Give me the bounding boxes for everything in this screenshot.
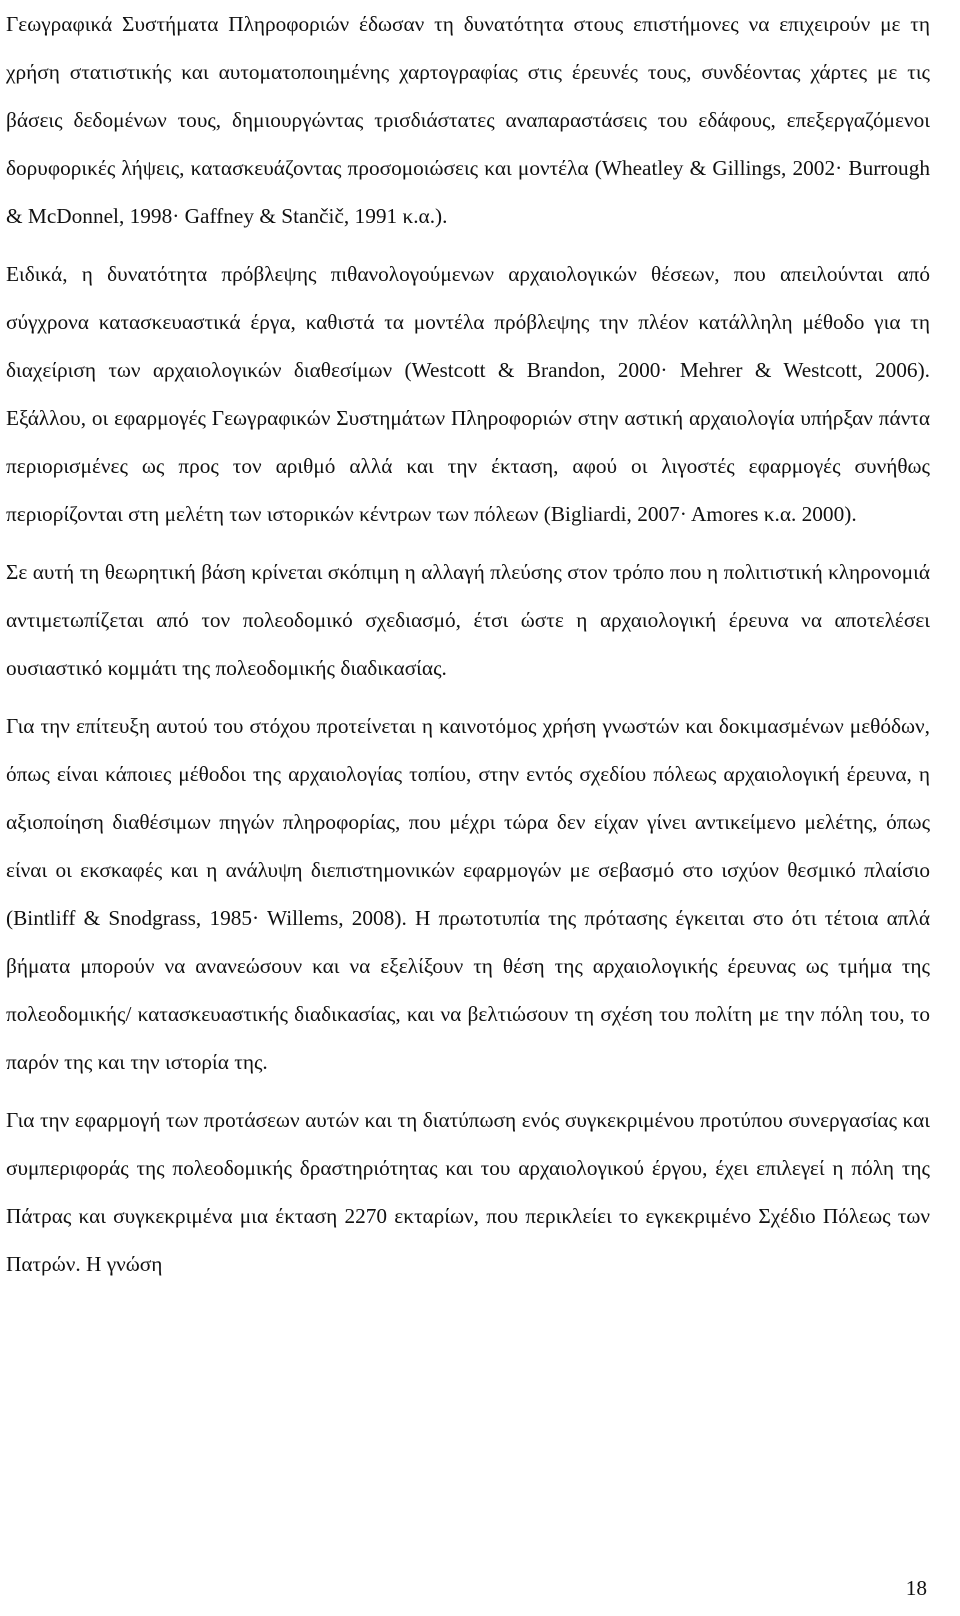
- document-body: [6, 0, 930, 1298]
- paragraph-theoretical-basis: Σε αυτή τη θεωρητική βάση κρίνεται σκόπιμη η αλλαγή πλεύσης στον τρόπο που η πολιτιστική κληρονομιά αντιμετωπίζεται από τον πολεοδομικό σχεδιασμό, έτσι ώστε η αρχαιολογική έρευνα να αποτελέσει ουσιαστικό κομμάτι της πολεοδομικής διαδικασίας.: [6, 560, 930, 680]
- paragraph-proposal: Για την επίτευξη αυτού του στόχου προτείνεται η καινοτόμος χρήση γνωστών και δοκιμασμένων μεθόδων, όπως είναι κάποιες μέθοδοι της αρχαιολογίας τοπίου, στην εντός σχεδίου πόλεως αρχαιολογική έρευνα, η αξιοποίηση διαθέσιμων πηγών πληροφορίας, που μέχρι τώρα δεν είχαν γίνει αντικείμενο μελέτης, όπως είναι οι εκσκαφές και η ανάλυψη διεπιστημονικών εφαρμογών με σεβασμό στο ισχύον θεσμικό πλαίσιο (Bintliff & Snodgrass, 1985· Willems, 2008). Η πρωτοτυπία της πρότασης έγκειται στο ότι τέτοια απλά βήματα μπορούν να ανανεώσουν και να εξελίξουν τη θέση της αρχαιολογικής έρευνας ως τμήμα της πολεοδομικής/ κατασκευαστικής διαδικασίας, και να βελτιώσουν τη σχέση του πολίτη με την πόλη του, το παρόν της και την ιστορία της.: [6, 714, 930, 1074]
- paragraph-predictive-models: Ειδικά, η δυνατότητα πρόβλεψης πιθανολογούμενων αρχαιολογικών θέσεων, που απειλούνται από σύγχρονα κατασκευαστικά έργα, καθιστά τα μοντέλα πρόβλεψης την πλέον κατάλληλη μέθοδο για τη διαχείριση των αρχαιολογικών διαθεσίμων (Westcott & Brandon, 2000· Mehrer & Westcott, 2006). Εξάλλου, οι εφαρμογές Γεωγραφικών Συστημάτων Πληροφοριών στην αστική αρχαιολογία υπήρξαν πάντα περιορισμένες ως προς τον αριθμό αλλά και την έκταση, αφού οι λιγοστές εφαρμογές συνήθως περιορίζονται στη μελέτη των ιστορικών κέντρων των πόλεων (Bigliardi, 2007· Amores κ.α. 2000).: [6, 262, 930, 526]
- page-number: 18: [905, 1576, 927, 1600]
- paragraph-application-patras: Για την εφαρμογή των προτάσεων αυτών και τη διατύπωση ενός συγκεκριμένου προτύπου συνεργασίας και συμπεριφοράς της πολεοδομικής δραστηριότητας και του αρχαιολογικού έργου, έχει επιλεγεί η πόλη της Πάτρας και συγκεκριμένα μια έκταση 2270 εκταρίων, που περικλείει το εγκεκριμένο Σχέδιο Πόλεως των Πατρών. Η γνώση: [6, 1108, 930, 1276]
- paragraph-gis-intro: Γεωγραφικά Συστήματα Πληροφοριών έδωσαν τη δυνατότητα στους επιστήμονες να επιχειρούν με τη χρήση στατιστικής και αυτοματοποιημένης χαρτογραφίας στις έρευνές τους, συνδέοντας χάρτες με τις βάσεις δεδομένων τους, δημιουργώντας τρισδιάστατες αναπαραστάσεις του εδάφους, επεξεργαζόμενοι δορυφορικές λήψεις, κατασκευάζοντας προσομοιώσεις και μοντέλα (Wheatley & Gillings, 2002· Burrough & McDonnel, 1998· Gaffney & Stančič, 1991 κ.α.).: [6, 12, 930, 228]
